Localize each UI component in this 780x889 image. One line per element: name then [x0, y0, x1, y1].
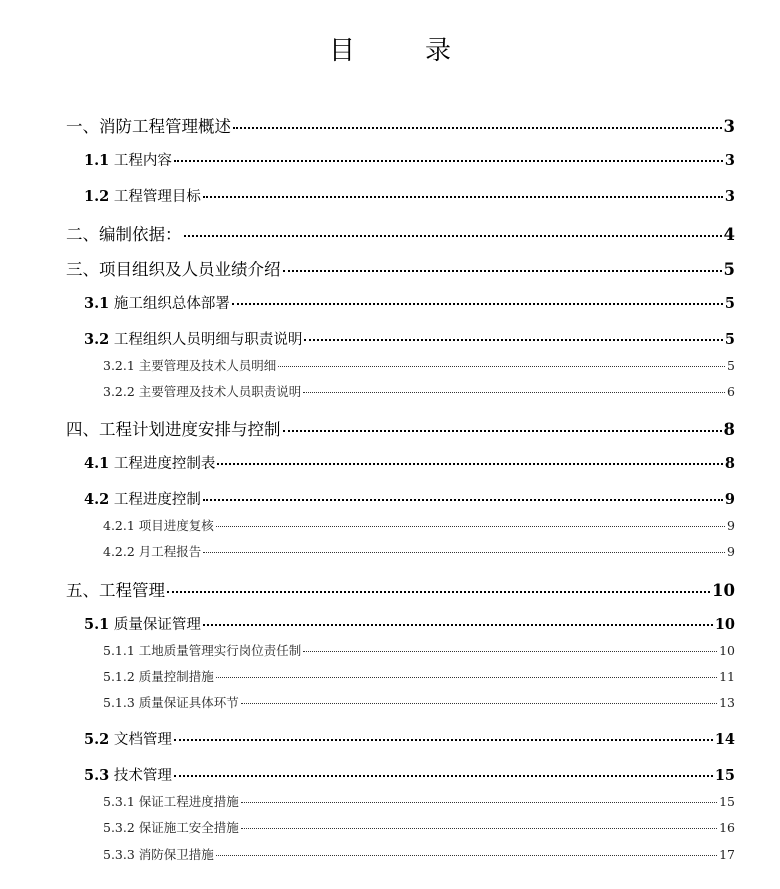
toc-page-number: 10: [712, 581, 735, 600]
toc-entry-number: 5.1: [84, 616, 110, 633]
toc-entry-label: 5.3.3 消防保卫措施: [103, 847, 214, 862]
title-char-1: 目: [328, 36, 355, 66]
toc-leader-dots: [241, 802, 717, 803]
toc-entry-text: 工程进度控制表: [113, 456, 216, 472]
toc-entry[interactable]: [103, 641, 735, 659]
toc-leader-dots: [303, 392, 725, 393]
toc-page-number: 4: [723, 225, 735, 244]
toc-page-number: 14: [714, 731, 735, 748]
toc-entry[interactable]: [84, 613, 735, 634]
toc-page-number: 3: [724, 152, 735, 169]
toc-entry-label: [84, 728, 172, 749]
toc-entry[interactable]: [103, 356, 735, 374]
toc-leader-dots: [232, 303, 723, 305]
toc-entry-label: 一、消防工程管理概述: [66, 117, 231, 136]
toc-entry-label: [84, 452, 215, 473]
toc-leader-dots: [216, 855, 717, 856]
toc-entry-number: 5.2: [84, 731, 110, 748]
toc-leader-dots: [283, 430, 722, 432]
toc-entry[interactable]: [66, 113, 735, 137]
toc-leader-dots: [203, 196, 723, 198]
toc-entry[interactable]: [103, 542, 735, 560]
toc-entry-label: 3.2.2 主要管理及技术人员职责说明: [103, 384, 302, 399]
toc-entry[interactable]: [84, 764, 735, 785]
toc-leader-dots: [304, 339, 723, 341]
toc-leader-dots: [203, 624, 713, 626]
toc-leader-dots: [184, 235, 722, 237]
toc-page-number: 9: [724, 491, 735, 508]
toc-entry-label: 四、工程计划进度安排与控制: [66, 420, 281, 439]
toc-page-number: 9: [727, 518, 735, 533]
toc-leader-dots: [241, 703, 717, 704]
toc-entry[interactable]: [84, 452, 735, 473]
toc-entry-label: 二、编制依据：: [66, 225, 182, 244]
toc-entry-number: 4.1: [84, 455, 110, 472]
toc-page-number: 5: [723, 260, 735, 279]
toc-page-number: 15: [719, 794, 735, 809]
toc-page-number: 9: [727, 544, 735, 559]
toc-entry-text: 质量保证管理: [113, 617, 201, 633]
toc-entry-label: [84, 185, 201, 206]
toc-entry-label: [84, 328, 302, 349]
toc-leader-dots: [174, 739, 713, 741]
toc-page-number: 3: [724, 188, 735, 205]
toc-leader-dots: [233, 127, 722, 129]
toc-page-number: 10: [714, 616, 735, 633]
toc-entry-text: 工程进度控制: [113, 492, 201, 508]
toc-leader-dots: [203, 499, 723, 501]
toc-entry[interactable]: [66, 577, 735, 601]
toc-page-number: 17: [719, 847, 735, 862]
toc-entry-label: 5.1.1 工地质量管理实行岗位责任制: [103, 643, 302, 658]
toc-entry[interactable]: [103, 792, 735, 810]
toc-leader-dots: [216, 526, 725, 527]
toc-page-number: 10: [719, 643, 735, 658]
toc-page-number: 13: [719, 695, 735, 710]
toc-leader-dots: [303, 651, 717, 652]
toc-leader-dots: [174, 775, 713, 777]
toc-entry[interactable]: [103, 382, 735, 400]
toc-page-number: 6: [727, 384, 735, 399]
toc-entry-text: 工程组织人员明细与职责说明: [113, 332, 303, 348]
toc-entry[interactable]: [103, 516, 735, 534]
toc-entry-number: 1.2: [84, 188, 110, 205]
toc-entry[interactable]: [84, 149, 735, 170]
toc-leader-dots: [216, 677, 717, 678]
toc-page-number: 5: [724, 331, 735, 348]
toc-entry-label: 五、工程管理: [66, 581, 165, 600]
toc-entry-label: 4.2.1 项目进度复核: [103, 518, 214, 533]
toc-entry[interactable]: [103, 693, 735, 711]
toc-page-number: 11: [719, 669, 735, 684]
toc-entry[interactable]: [84, 185, 735, 206]
toc-page-number: 8: [723, 420, 735, 439]
toc-entry[interactable]: [84, 488, 735, 509]
toc-entry-label: [84, 292, 230, 313]
toc-entry[interactable]: [66, 416, 735, 440]
toc-leader-dots: [278, 366, 725, 367]
toc-entry-label: [84, 488, 201, 509]
toc-page-number: 16: [719, 820, 735, 835]
toc-entry-number: 4.2: [84, 491, 110, 508]
toc-entry-label: 5.3.1 保证工程进度措施: [103, 794, 239, 809]
toc-page-number: 8: [724, 455, 735, 472]
toc-leader-dots: [174, 160, 723, 162]
toc-entry[interactable]: [84, 328, 735, 349]
toc-entry[interactable]: [103, 845, 735, 863]
toc-page-number: 15: [714, 767, 735, 784]
toc-page-number: 3: [723, 117, 735, 136]
toc-entry-label: [84, 764, 172, 785]
toc-entry-text: 工程内容: [113, 153, 172, 169]
toc-entry-label: [84, 613, 201, 634]
toc-entry-text: 施工组织总体部署: [113, 296, 230, 312]
toc-leader-dots: [241, 828, 717, 829]
toc-entry-label: 5.3.2 保证施工安全措施: [103, 820, 239, 835]
toc-entry-label: 三、项目组织及人员业绩介绍: [66, 260, 281, 279]
page-title: [0, 30, 780, 67]
toc-entry[interactable]: [103, 818, 735, 836]
toc-entry-text: 工程管理目标: [113, 189, 201, 205]
title-char-2: 录: [425, 36, 452, 66]
toc-leader-dots: [167, 591, 710, 593]
toc-entry-label: 5.1.3 质量保证具体环节: [103, 695, 239, 710]
toc-entry[interactable]: [66, 221, 735, 245]
toc-entry-text: 文档管理: [113, 732, 172, 748]
toc-entry-text: 技术管理: [113, 768, 172, 784]
toc-entry-label: [84, 149, 172, 170]
toc-leader-dots: [203, 552, 725, 553]
toc-entry-number: 1.1: [84, 152, 110, 169]
toc-entry[interactable]: [84, 728, 735, 749]
toc-page-number: 5: [727, 358, 735, 373]
toc-leader-dots: [217, 463, 723, 465]
toc-entry-label: 3.2.1 主要管理及技术人员明细: [103, 358, 277, 373]
toc-entry[interactable]: [84, 292, 735, 313]
toc-page-number: 5: [724, 295, 735, 312]
toc-entry[interactable]: [103, 667, 735, 685]
toc-entry[interactable]: [66, 256, 735, 280]
toc-entry-number: 3.1: [84, 295, 110, 312]
toc-entry-number: 5.3: [84, 767, 110, 784]
toc-entry-label: 5.1.2 质量控制措施: [103, 669, 214, 684]
toc-leader-dots: [283, 270, 722, 272]
toc-entry-label: 4.2.2 月工程报告: [103, 544, 202, 559]
toc-entry-number: 3.2: [84, 331, 110, 348]
